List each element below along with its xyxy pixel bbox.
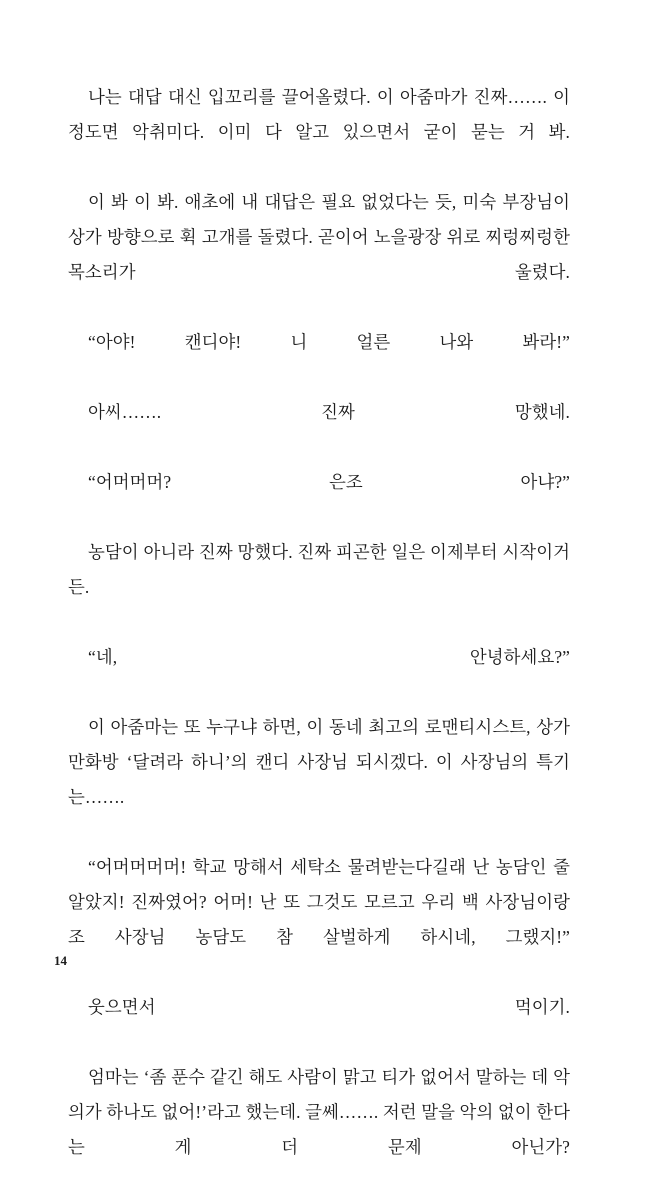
- paragraph: “어머머머? 은조 아냐?”: [88, 472, 570, 492]
- paragraph: “네, 안녕하세요?”: [88, 647, 570, 667]
- page-text-body: [68, 80, 570, 1200]
- paragraph: 나는 대답 대신 입꼬리를 끌어올렸다. 이 아줌마가 진짜……. 이 정도면 악취미다. 이미 다 알고 있으면서 굳이 묻는 거 봐.: [68, 87, 570, 142]
- paragraph: 농담이 아니라 진짜 망했다. 진짜 피곤한 일은 이제부터 시작이거든.: [68, 542, 570, 597]
- paragraph: 이 봐 이 봐. 애초에 내 대답은 필요 없었다는 듯, 미숙 부장님이 상가 방향으로 휙 고개를 돌렸다. 곧이어 노을광장 위로 찌렁찌렁한 목소리가 울렸다.: [68, 192, 570, 282]
- paragraph: 엄마는 ‘좀 푼수 같긴 해도 사람이 맑고 티가 없어서 말하는 데 악의가 하나도 없어!’라고 했는데. 글쎄……. 저런 말을 악의 없이 한다는 게 더 문제 아닌가?: [68, 1067, 570, 1157]
- page-number: 14: [54, 953, 67, 968]
- paragraph: 웃으면서 먹이기.: [88, 997, 570, 1017]
- paragraph: “아야! 캔디야! 니 얼른 나와 봐라!”: [88, 332, 570, 352]
- paragraph: “어머머머머! 학교 망해서 세탁소 물려받는다길래 난 농담인 줄 알았지! 진짜였어? 어머! 난 또 그것도 모르고 우리 백 사장님이랑 조 사장님 농담도 참 살벌하게 하시네, 그랬지!”: [68, 857, 570, 947]
- paragraph: 아씨……. 진짜 망했네.: [88, 402, 570, 422]
- paragraph: 이 아줌마는 또 누구냐 하면, 이 동네 최고의 로맨티시스트, 상가 만화방 ‘달려라 하니’의 캔디 사장님 되시겠다. 이 사장님의 특기는…….: [68, 717, 570, 807]
